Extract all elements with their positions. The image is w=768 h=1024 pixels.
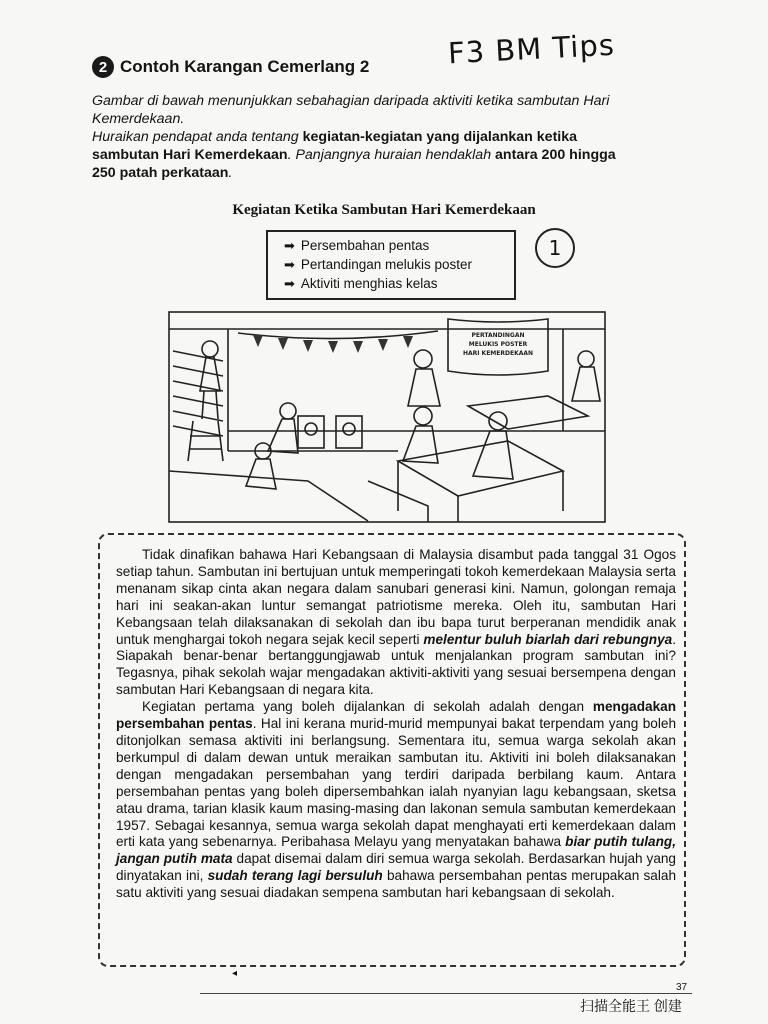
- figure-title: Kegiatan Ketika Sambutan Hari Kemerdekaan: [232, 202, 536, 218]
- instr-line-2: Kemerdekaan.: [92, 111, 185, 127]
- instructions: [92, 92, 682, 182]
- heading-number-badge: 2: [92, 56, 114, 78]
- illustration-frame: [169, 312, 605, 522]
- bunting-flags: [253, 335, 413, 353]
- paragraph-2: [116, 699, 676, 902]
- p2-text-a: Kegiatan pertama yang boleh dijalankan di sekolah adalah dengan: [142, 699, 593, 715]
- p2-text-e: dapat disemai dalam diri semua warga sekolah. Berdasarkan hujah yang dinyatakan ini,: [116, 851, 676, 884]
- page-number: 37: [676, 982, 688, 993]
- arrow-right-icon: ➡: [284, 257, 295, 272]
- p1-text-a: Tidak dinafikan bahawa Hari Kebangsaan di Malaysia disambut pada tanggal 31 Ogos setiap tahun. Sambutan ini bertujuan untuk memperingati tokoh kemerdekaan Malaysia serta menanam sikap cinta akan negara dalam sanubari generasi kini. Namun, golongan remaja hari ini seakan-akan luntur semangat patriotisme mereka. Oleh itu, sambutan Hari Kebangsaan telah dilaksanakan di sekolah dan ibu bapa turut berperanan mendidik anak untuk menghargai tokoh negara sejak kecil seperti: [116, 547, 676, 647]
- instr-line-1: Gambar di bawah menunjukkan sebahagian daripada aktiviti ketika sambutan Hari: [92, 93, 610, 109]
- heading-title: Contoh Karangan Cemerlang 2: [120, 57, 370, 76]
- footer-rule: [200, 993, 692, 994]
- circled-number: 1: [535, 228, 575, 268]
- classroom-illustration: [168, 311, 606, 523]
- instr-line-4a: sambutan Hari Kemerdekaan: [92, 147, 288, 163]
- instr-line-5-end: .: [228, 165, 233, 181]
- p2-text-c: . Hal ini kerana murid-murid mempunyai bakat terpendam yang boleh ditonjolkan semasa aktiviti ini berlangsung. Sementara itu, semua warga sekolah akan berkumpul di dalam dewan untuk meraikan sambutan itu. Aktiviti ini boleh dilaksanakan dengan mengadakan persembahan yang terdiri daripada berbilang kaum. Antara persembahan pentas yang boleh dipersembahkan ialah nyanyian lagu kebangsaan, sketsa atau drama, tarian klasik kaum masing-masing dan lakonan semula sambutan kemerdekaan 1957. Sebagai kesannya, semua warga sekolah dapat menghayati erti kemerdekaan dalam erti kata yang sebenarnya. Peribahasa Melayu yang menyatakan bahawa: [116, 716, 677, 850]
- instr-line-3b: kegiatan-kegiatan yang dijalankan ketika: [302, 129, 578, 145]
- desk-edge: [169, 471, 368, 521]
- bullet-mark: ◂: [232, 968, 238, 979]
- p2-text-g: bahawa persembahan pentas merupakan salah satu aktiviti yang sesuai diadakan sempena sambutan hari kebangsaan di sekolah.: [116, 868, 676, 901]
- essay-passage: [116, 547, 676, 902]
- banner-line-3: HARI KEMERDEKAAN: [462, 350, 534, 357]
- instr-line-5: 250 patah perkataan: [92, 165, 229, 181]
- activity-item: [284, 255, 514, 274]
- activity-label: Aktiviti menghias kelas: [300, 276, 438, 291]
- arrow-right-icon: ➡: [284, 238, 295, 253]
- p1-peribahasa: melentur buluh biarlah dari rebungnya: [423, 631, 673, 647]
- banner-line-2: MELUKIS POSTER: [468, 341, 528, 348]
- scanner-watermark: 扫描全能王 创建: [580, 998, 682, 1014]
- desk: [468, 396, 588, 429]
- paragraph-1: [116, 547, 676, 699]
- handwritten-note: F3 BM Tips: [447, 27, 616, 71]
- instr-line-4b: . Panjangnya huraian hendaklah: [287, 147, 496, 163]
- activity-list-box: [266, 230, 516, 300]
- desk: [398, 441, 563, 496]
- section-heading: [92, 56, 369, 78]
- activity-item: [284, 236, 514, 255]
- p1-text-c: . Siapakah benar-benar bertanggungjawab untuk menjalankan program sambutan ini? Tegasnya, pihak sekolah wajar mengadakan aktiviti-aktiviti yang sesuai bersempena dengan sambutan Hari Kebangsaan di negara kita.: [116, 631, 677, 698]
- p2-peribahasa-1: biar putih tulang, jangan putih mata: [116, 834, 676, 867]
- activity-label: Persembahan pentas: [300, 238, 430, 253]
- instr-line-4c: antara 200 hingga: [495, 147, 616, 163]
- banner-line-1: PERTANDINGAN: [471, 332, 525, 339]
- instr-line-3a: Huraikan pendapat anda tentang: [92, 129, 303, 145]
- portrait-frame: [336, 416, 362, 448]
- portrait-frame: [298, 416, 324, 448]
- p2-keyword: mengadakan persembahan pentas: [116, 699, 676, 732]
- p2-peribahasa-2: sudah terang lagi bersuluh: [207, 868, 383, 884]
- activity-label: Pertandingan melukis poster: [300, 257, 473, 272]
- activity-item: [284, 274, 514, 293]
- ladder: [188, 421, 223, 461]
- student-figures: [200, 341, 600, 489]
- arrow-right-icon: ➡: [284, 276, 295, 291]
